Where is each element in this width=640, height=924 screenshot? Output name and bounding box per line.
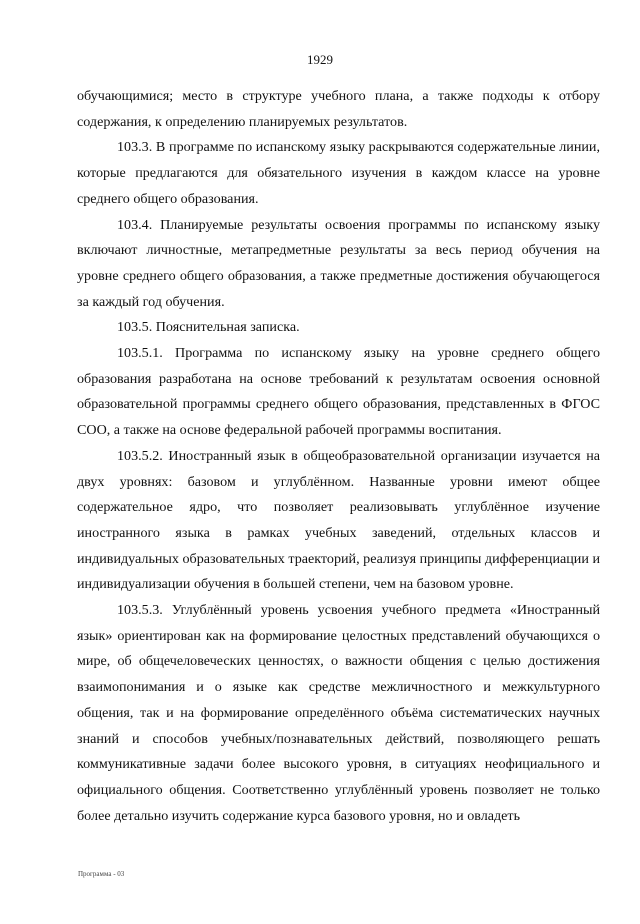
paragraph-103-5-1: 103.5.1. Программа по испанскому языку на уровне среднего общего образования разработана на основе требований к результатам освоения основной образовательной программы среднего общего образования, представленных в ФГОС СОО, а также на основе федеральной рабочей программы воспитания.: [77, 345, 600, 439]
page-number: 1929: [307, 52, 333, 67]
paragraph-103-5: 103.5. Пояснительная записка.: [117, 319, 300, 336]
page-footer: Программа - 03: [78, 870, 125, 878]
paragraph-103-5-3: 103.5.3. Углублённый уровень усвоения учебного предмета «Иностранный язык» ориентирован как на формирование целостных представлений обучающихся о мире, об общечеловеческих ценностях, о важности общения с целью достижения взаимопонимания и о языке как средстве межличностного и межкультурного общения, так и на формирование определённого объёма систематических научных знаний и способов учебных/познавательных действий, позволяющего решать коммуникативные задачи более высокого уровня, в ситуациях неофициального и официального общения. Соответственно углублённый уровень позволяет не только более детально изучить содержание курса базового уровня, но и овладеть: [77, 602, 600, 824]
paragraph-103-3: 103.3. В программе по испанскому языку раскрываются содержательные линии, которые предлагаются для обязательного изучения в каждом классе на уровне среднего общего образования.: [77, 139, 600, 207]
paragraph-103-5-2: 103.5.2. Иностранный язык в общеобразовательной организации изучается на двух уровнях: базовом и углублённом. Названные уровни имеют общее содержательное ядро, что позволяет реализовывать углублённое изучение иностранного языка в рамках учебных заведений, отдельных классов и индивидуальных образовательных траекторий, реализуя принципы дифференциации и индивидуализации обучения в большей степени, чем на базовом уровне.: [77, 447, 600, 593]
paragraph-103-4: 103.4. Планируемые результаты освоения программы по испанскому языку включают личностные, метапредметные результаты за весь период обучения на уровне среднего общего образования, а также предметные достижения обучающегося за каждый год обучения.: [77, 216, 600, 310]
paragraph-continuation: обучающимися; место в структуре учебного плана, а также подходы к отбору содержания, к определению планируемых результатов.: [77, 88, 600, 130]
document-body: [77, 84, 600, 829]
